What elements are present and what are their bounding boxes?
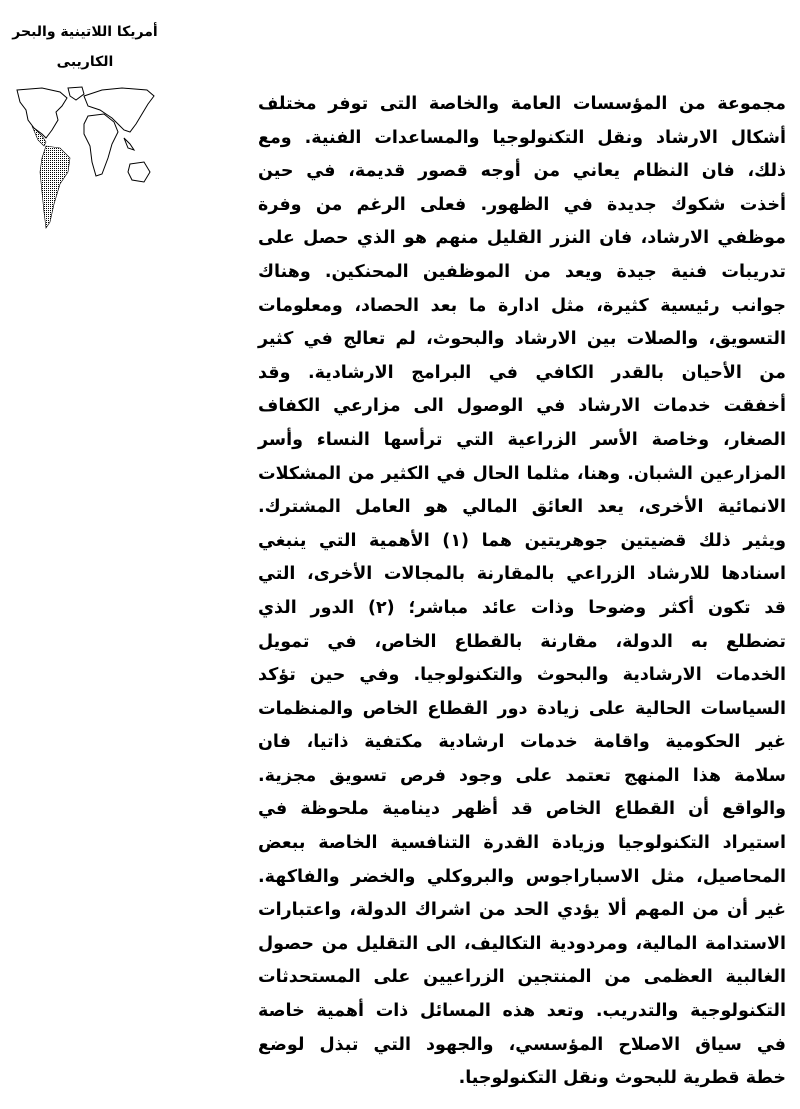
map-caption-line-1: أمريكا اللاتينية والبحر xyxy=(12,24,158,40)
paragraph-line: ذلك، فان النظام يعاني من أوجه قصور قديمة، في حين xyxy=(258,161,786,182)
paragraph-line: الصغار، وخاصة الأسر الزراعية التي ترأسها النساء وأسر xyxy=(258,429,786,450)
paragraph-line: موظفي الارشاد، فان النزر القليل منهم هو الذي حصل على xyxy=(258,228,786,249)
paragraph-line: قد تكون أكثر وضوحا وذات عائد مباشر؛ (٢) الدور الذي xyxy=(258,597,786,618)
paragraph-line: غير أن من المهم ألا يؤدي الحد من اشراك الدولة، واعتبارات xyxy=(258,900,786,921)
paragraph-line: أخذت شكوك جديدة في الظهور. فعلى الرغم من وفرة xyxy=(258,194,786,215)
paragraph-line: ويثير ذلك قضيتين جوهريتين هما (١) الأهمية التي ينبغي xyxy=(258,530,786,551)
paragraph-line: استيراد التكنولوجيا وزيادة القدرة التنافسية الخاصة ببعض xyxy=(258,833,786,854)
paragraph-line: خطة قطرية للبحوث ونقل التكنولوجيا. xyxy=(458,1068,786,1089)
paragraph-line: جوانب رئيسية كثيرة، مثل ادارة ما بعد الحصاد، ومعلومات xyxy=(258,295,786,316)
paragraph-line: الخدمات الارشادية والبحوث والتكنولوجيا. وفي حين تؤكد xyxy=(258,665,786,686)
paragraph-line: الاستدامة المالية، ومردودية التكاليف، الى التقليل من حصول xyxy=(258,933,786,954)
paragraph-line: أخفقت خدمات الارشاد في الوصول الى مزارعي الكفاف xyxy=(258,396,786,417)
paragraph-line: مجموعة من المؤسسات العامة والخاصة التى توفر مختلف xyxy=(258,94,786,114)
paragraph-line: تدريبات فنية جيدة ويعد من الموظفين المحنكين. وهناك xyxy=(258,261,786,282)
paragraph-line: من الأحيان بالقدر الكافي في البرامج الارشادية. وقد xyxy=(258,362,786,383)
paragraph-line: السياسات الحالية على زيادة دور القطاع الخاص والمنظمات xyxy=(258,698,786,719)
paragraph-line: في سياق الاصلاح المؤسسي، والجهود التي تبذل لوضع xyxy=(258,1034,786,1055)
paragraph-line: التسويق، والصلات بين الارشاد والبحوث، لم تعالج في كثير xyxy=(258,329,786,350)
map-caption-line-2: الكاريبى xyxy=(56,54,114,70)
paragraph-line: المزارعين الشبان. وهنا، مثلما الحال في الكثير من المشكلات xyxy=(258,463,786,484)
paragraph-line: التكنولوجية والتدريب. وتعد هذه المسائل ذات أهمية خاصة xyxy=(258,1001,786,1022)
paragraph-line: أشكال الارشاد ونقل التكنولوجيا والمساعدات الفنية. ومع xyxy=(258,127,786,148)
paragraph-line: المحاصيل، مثل الاسباراجوس والبروكلي والخضر والفاكهة. xyxy=(258,866,786,887)
world-map-icon xyxy=(12,84,157,234)
paragraph-line: تضطلع به الدولة، مقارنة بالقطاع الخاص، في تمويل xyxy=(258,631,786,652)
paragraph-line: والواقع أن القطاع الخاص قد أظهر دينامية ملحوظة في xyxy=(258,799,786,820)
paragraph-line: سلامة هذا المنهج تعتمد على وجود فرص تسويق مجزية. xyxy=(258,765,786,786)
paragraph-line: الغالبية العظمى من المنتجين الزراعيين على المستحدثات xyxy=(258,967,786,988)
paragraph-line: الانمائية الأخرى، يعد العائق المالي هو العامل المشترك. xyxy=(258,497,786,518)
paragraph-line: غير الحكومية واقامة خدمات ارشادية مكتفية ذاتيا، فان xyxy=(258,732,786,753)
paragraph-line: اسنادها للارشاد الزراعي بالمقارنة بالمجالات الأخرى، التي xyxy=(258,564,786,585)
document-body-text xyxy=(258,88,786,1096)
